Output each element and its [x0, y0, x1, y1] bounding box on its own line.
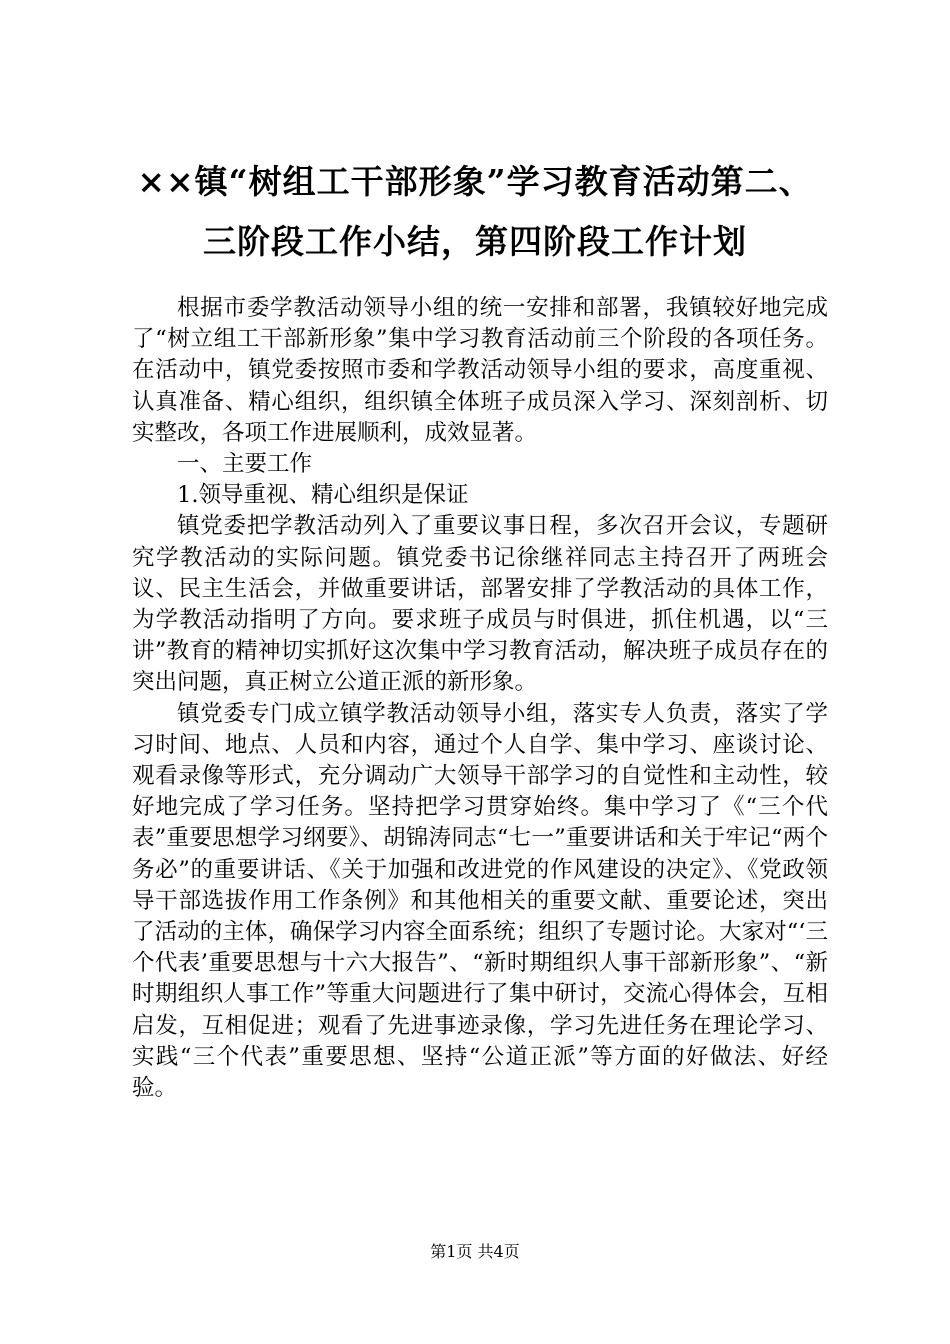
- subsection-heading: 1.领导重视、精心组织是保证: [177, 482, 469, 509]
- paragraph-organization: 镇党委专门成立镇学教活动领导小组，落实专人负责，落实了学习时间、地点、人员和内容，通过个人自学、集中学习、座谈讨论、观看录像等形式，充分调动广大领导干部学习的自觉性和主动性，较好地完成了学习任务。坚持把学习贯穿始终。集中学习了《“三个代表”重要思想学习纲要》、胡锦涛同志“七一”重要讲话和关于牢记“两个务必”的重要讲话、《关于加强和改进党的作风建设的决定》、《党政领导干部选拔作用工作条例》和其他相关的重要文献、重要论述，突出了活动的主体，确保学习内容全面系统；组织了专题讨论。大家对“‘三个代表’重要思想与十六大报告”、“新时期组织人事干部新形象”、“新时期组织人事工作”等重大问题进行了集中研讨，交流心得体会，互相启发，互相促进；观看了先进事迹录像，学习先进任务在理论学习、实践“三个代表”重要思想、坚持“公道正派”等方面的好做法、好经验。: [132, 700, 828, 1102]
- page-footer: 第1页 共4页: [430, 1242, 520, 1261]
- document-title-line-2: 三阶段工作小结，第四阶段工作计划: [203, 222, 747, 261]
- paragraph-leadership: 镇党委把学教活动列入了重要议事日程，多次召开会议，专题研究学教活动的实际问题。镇党委书记徐继祥同志主持召开了两班会议、民主生活会，并做重要讲话，部署安排了学教活动的具体工作，为学教活动指明了方向。要求班子成员与时俱进，抓住机遇，以“三讲”教育的精神切实抓好这次集中学习教育活动，解决班子成员存在的突出问题，真正树立公道正派的新形象。: [132, 513, 828, 696]
- section-heading: 一、主要工作: [177, 451, 313, 478]
- paragraph-intro: 根据市委学教活动领导小组的统一安排和部署，我镇较好地完成了“树立组工干部新形象”集中学习教育活动前三个阶段的各项任务。在活动中，镇党委按照市委和学教活动领导小组的要求，高度重视、认真准备、精心组织，组织镇全体班子成员深入学习、深刻剖析、切实整改，各项工作进展顺利，成效显著。: [132, 295, 828, 446]
- document-body: [132, 293, 828, 1104]
- document-title-line-1: ××镇“树组工干部形象”学习教育活动第二、: [137, 162, 813, 201]
